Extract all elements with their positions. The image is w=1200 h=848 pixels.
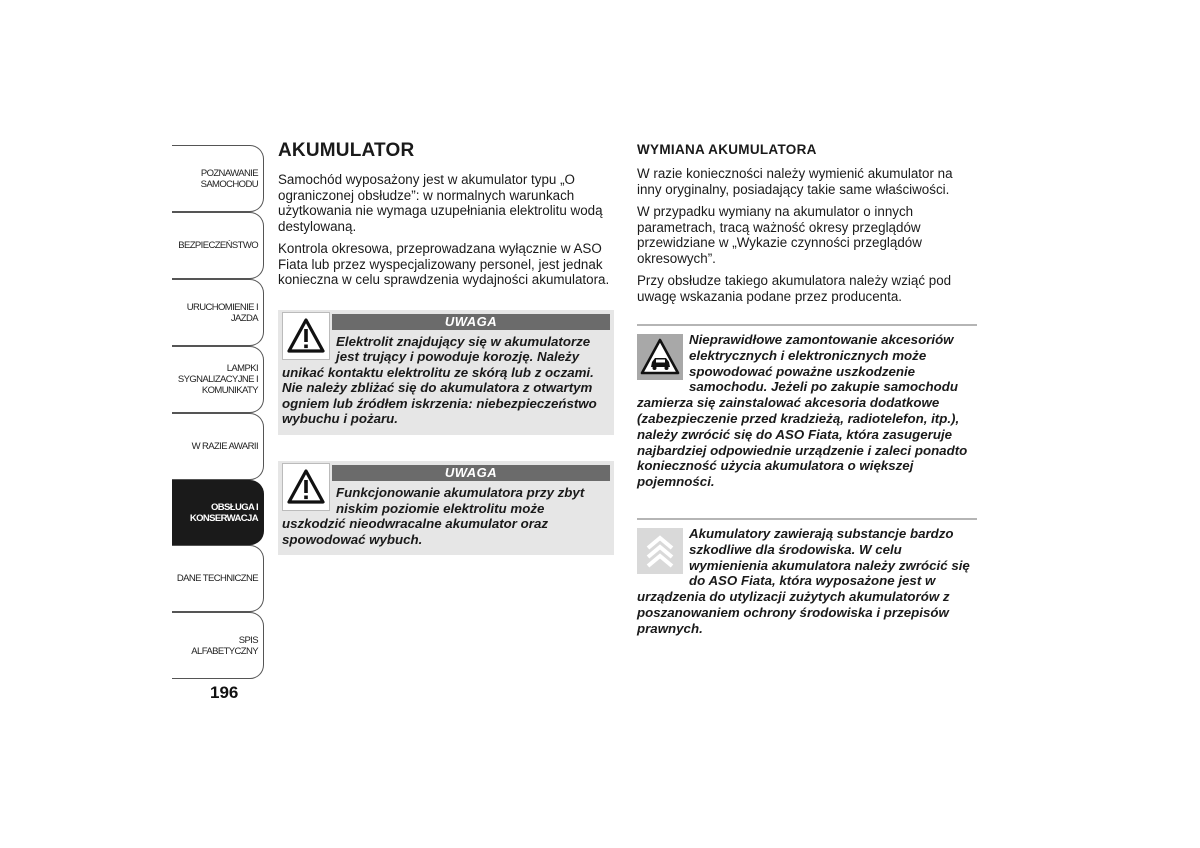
environment-tree-icon: [637, 528, 683, 574]
car-caution-icon: [637, 334, 683, 380]
tab-poznawanie-samochodu[interactable]: [172, 145, 264, 212]
tab-label: OBSŁUGA I KONSERWACJA: [189, 501, 258, 524]
paragraph: W przypadku wymiany na akumulator o innych parametrach, tracą ważność okresy przeglądów przewidziane w „Wykazie czynności przeglądów okresowych”.: [637, 204, 922, 266]
tab-label: W RAZIE AWARII: [191, 441, 258, 452]
warning-heading: UWAGA: [332, 465, 610, 481]
note-text: Akumulatory zawierają substancje bardzo szkodliwe dla środowiska. W celu wymienienia akumulatora należy zwrócić się do ASO Fiata, która wyposażone jest w urządzenia do utylizacji zużytych akumulatorów z poszanowaniem ochrony środowiska i przepisów prawnych.: [637, 525, 970, 636]
warning-box: [278, 461, 614, 555]
paragraph: W razie konieczności należy wymienić akumulator na inny oryginalny, posiadający takie same właściwości.: [637, 166, 953, 197]
tab-label: URUCHOMIENIE I JAZDA: [186, 301, 258, 324]
paragraph: Kontrola okresowa, przeprowadzana wyłącznie w ASO Fiata lub przez wyspecjalizowany personel, jest jednak konieczna w celu sprawdzenia wydajności akumulatora.: [278, 241, 610, 287]
tab-bezpieczenstwo[interactable]: [172, 212, 264, 279]
tab-uruchomienie-i-jazda[interactable]: [172, 279, 264, 346]
tab-lampki-sygnalizacyjne[interactable]: [172, 346, 264, 413]
left-column: [278, 140, 614, 555]
environment-note: [637, 518, 977, 637]
tab-w-razie-awarii[interactable]: [172, 413, 264, 480]
tab-obsluga-i-konserwacja[interactable]: [172, 480, 264, 545]
tab-label: SPIS ALFABETYCZNY: [191, 634, 258, 657]
page-number: 196: [210, 683, 239, 702]
tab-label: POZNAWANIE SAMOCHODU: [200, 167, 258, 190]
warning-text: Funkcjonowanie akumulatora przy zbyt niskim poziomie elektrolitu może uszkodzić nieodwracalne akumulator oraz spowodować wybuch.: [282, 485, 585, 547]
tab-spis-alfabetyczny[interactable]: [172, 612, 264, 679]
warning-triangle-icon: [282, 463, 330, 511]
tab-label: LAMPKI SYGNALIZACYJNE I KOMUNIKATY: [177, 363, 258, 396]
tab-label: DANE TECHNICZNE: [176, 573, 258, 584]
warning-heading: UWAGA: [332, 314, 610, 330]
tab-label: BEZPIECZEŃSTWO: [178, 240, 258, 251]
paragraph: Przy obsłudze takiego akumulatora należy wziąć pod uwagę wskazania podane przez producenta.: [637, 273, 952, 304]
caution-note: [637, 324, 977, 490]
warning-triangle-icon: [282, 312, 330, 360]
right-column: [637, 140, 977, 637]
paragraph: Samochód wyposażony jest w akumulator typu „O ograniczonej obsłudze”: w normalnych warunkach użytkowania nie wymaga uzupełniania elektrolitu wodą destylowaną.: [278, 172, 603, 234]
note-text: Nieprawidłowe zamontowanie akcesoriów elektrycznych i elektronicznych może spowodować poważne uszkodzenie samochodu. Jeżeli po zakupie samochodu zamierza się zainstalować akcesoria dodatkowe (zabezpieczenie przed kradzieżą, radiotelefon, itp.), należy zwrócić się do ASO Fiata, która zasugeruje najbardziej odpowiednie urządzenie i zaleci ponadto konieczność użycia akumulatora o większej pojemności.: [637, 332, 968, 490]
tab-dane-techniczne[interactable]: [172, 545, 264, 612]
section-title: WYMIANA AKUMULATORA: [637, 142, 817, 157]
warning-text: Elektrolit znajdujący się w akumulatorze jest trujący i powoduje korozję. Należy unikać kontaktu elektrolitu ze skórą lub z oczami. Nie należy zbliżać się do akumulatora z otwartym ogniem lub źródłem iskrzenia: niebezpieczeństwo wybuchu i pożaru.: [282, 333, 597, 427]
warning-box: [278, 310, 614, 436]
section-title: AKUMULATOR: [278, 140, 415, 161]
